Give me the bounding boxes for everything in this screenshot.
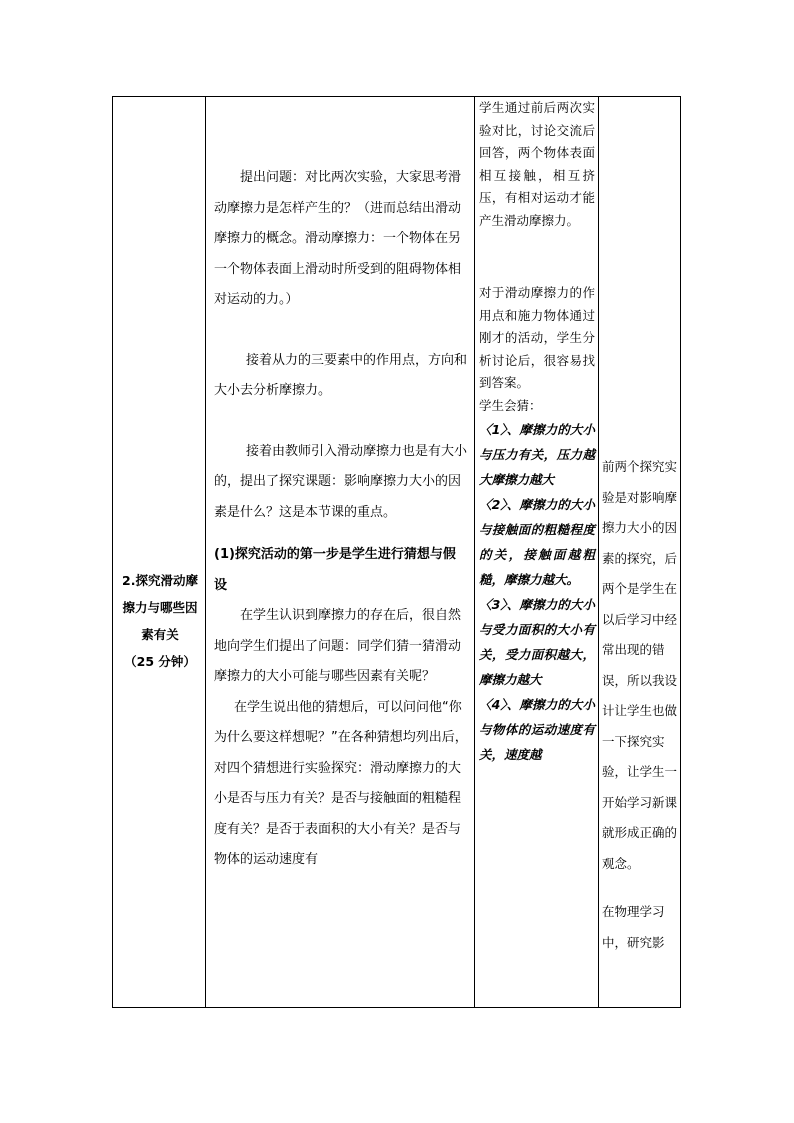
teacher-paragraph: 在学生说出他的猜想后，可以问问他“你为什么要这样想呢？”在各种猜想均列出后，对四个猜想进行实验探究：滑动摩擦力的大小是否与压力有关？是否与接触面的粗糙程度有关？是否于表面积的大小有关？是否与物体的运动速度有 xyxy=(214,699,468,867)
column-divider xyxy=(205,97,206,1007)
intent-paragraph: 在物理学习中，研究影 xyxy=(602,904,665,950)
teacher-paragraph: 接着由教师引入滑动摩擦力也是有大小的，提出了探究课题：影响摩擦力大小的因素是什么？这是本节课的重点。 xyxy=(214,443,468,520)
student-guess-lead: 学生会猜： xyxy=(479,397,542,413)
student-activity-cell xyxy=(479,97,595,767)
teacher-paragraph: 接着从力的三要素中的作用点，方向和大小去分析摩擦力。 xyxy=(214,352,468,398)
intent-paragraph: 前两个探究实验是对影响摩擦力大小的因素的探究，后两个是学生在以后学习中经常出现的错误，所以我设计让学生也做一下探究实验，让学生一开始学习新课就形成正确的观念。 xyxy=(602,459,678,871)
teacher-paragraph: 提出问题：对比两次实验，大家思考滑动摩擦力是怎样产生的？（进而总结出滑动摩擦力的概念。滑动摩擦力：一个物体在另一个物体表面上滑动时所受到的阻碍物体相对运动的力。） xyxy=(214,170,462,307)
student-guess: 〈4〉、摩擦力的大小与物体的运动速度有关，速度越 xyxy=(479,697,595,762)
student-paragraph: 对于滑动摩擦力的作用点和施力物体通过刚才的活动，学生分析讨论后，很容易找到答案。 xyxy=(479,285,595,390)
lesson-table xyxy=(112,96,681,1008)
student-guess: 〈3〉、摩擦力的大小与受力面积的大小有关，受力面积越大，摩擦力越大 xyxy=(479,597,595,687)
student-paragraph: 学生通过前后两次实验对比，讨论交流后回答，两个物体表面相互接触，相互挤压，有相对运动才能产生滑动摩擦力。 xyxy=(479,100,595,228)
stage-duration: （25 分钟） xyxy=(124,654,196,669)
stage-cell xyxy=(117,567,203,675)
column-divider xyxy=(598,97,599,1007)
student-guess: 〈2〉、摩擦力的大小与接触面的粗糙程度的关，接触面越粗糙，摩擦力越大。 xyxy=(479,497,595,587)
stage-title: 2.探究滑动摩擦力与哪些因素有关 xyxy=(122,573,198,642)
teacher-paragraph: (1)探究活动的第一步是学生进行猜想与假设 xyxy=(214,547,456,593)
teacher-activity-cell xyxy=(214,97,468,876)
student-guess: 〈1〉、摩擦力的大小与压力有关，压力越大摩擦力越大 xyxy=(479,422,595,487)
teacher-paragraph: 在学生认识到摩擦力的存在后，很自然地向学生们提出了问题：同学们猜一猜滑动摩擦力的大小可能与哪些因素有关呢？ xyxy=(214,608,462,684)
design-intent-cell xyxy=(602,97,680,958)
column-divider xyxy=(474,97,475,1007)
